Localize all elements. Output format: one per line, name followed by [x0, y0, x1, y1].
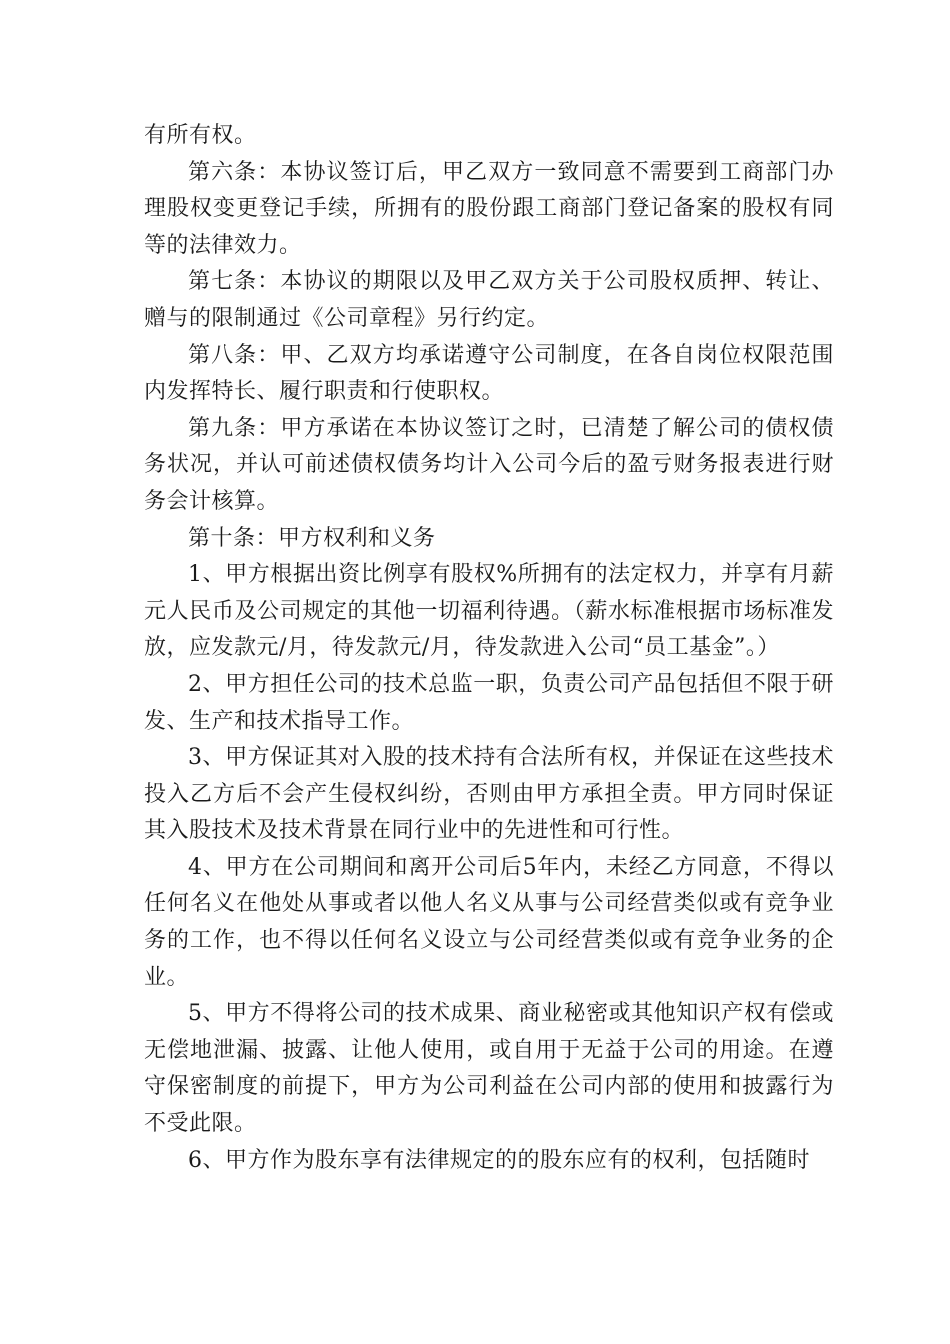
clause-5: 5、甲方不得将公司的技术成果、商业秘密或其他知识产权有偿或无偿地泄漏、披露、让他人使用，或自用于无益于公司的用途。在遵守保密制度的前提下，甲方为公司利益在公司内部的使用和披露行为不受此限。	[144, 1001, 834, 1137]
clause-3: 3、甲方保证其对入股的技术持有合法所有权，并保证在这些技术投入乙方后不会产生侵权纠纷，否则由甲方承担全责。甲方同时保证其入股技术及技术背景在同行业中的先进性和可行性。	[144, 745, 834, 844]
article-6: 第六条：本协议签订后，甲乙双方一致同意不需要到工商部门办理股权变更登记手续，所拥有的股份跟工商部门登记备案的股权有同等的法律效力。	[144, 159, 834, 258]
clause-4: 4、甲方在公司期间和离开公司后5年内，未经乙方同意，不得以任何名义在他处从事或者以他人名义从事与公司经营类似或有竞争业务的工作，也不得以任何名义设立与公司经营类似或有竞争业务的企业。	[144, 854, 834, 990]
article-8: 第八条：甲、乙双方均承诺遵守公司制度，在各自岗位权限范围内发挥特长、履行职责和行使职权。	[144, 342, 834, 405]
paragraph-continuation: 有所有权。	[144, 123, 257, 148]
clause-6: 6、甲方作为股东享有法律规定的的股东应有的权利，包括随时	[188, 1147, 810, 1173]
article-7: 第七条：本协议的期限以及甲乙双方关于公司股权质押、转让、赠与的限制通过《公司章程》另行约定。	[144, 269, 834, 331]
document-body	[144, 118, 834, 1179]
clause-2: 2、甲方担任公司的技术总监一职，负责公司产品包括但不限于研发、生产和技术指导工作。	[144, 671, 834, 734]
clause-1: 1、甲方根据出资比例享有股权%所拥有的法定权力，并享有月薪元人民币及公司规定的其他一切福利待遇。（薪水标准根据市场标准发放，应发款元/月，待发款元/月，待发款进入公司“员工基金”。）	[144, 562, 834, 661]
article-10-heading: 第十条：甲方权利和义务	[188, 525, 436, 551]
article-9: 第九条：甲方承诺在本协议签订之时，已清楚了解公司的债权债务状况，并认可前述债权债务均计入公司今后的盈亏财务报表进行财务会计核算。	[144, 415, 834, 514]
